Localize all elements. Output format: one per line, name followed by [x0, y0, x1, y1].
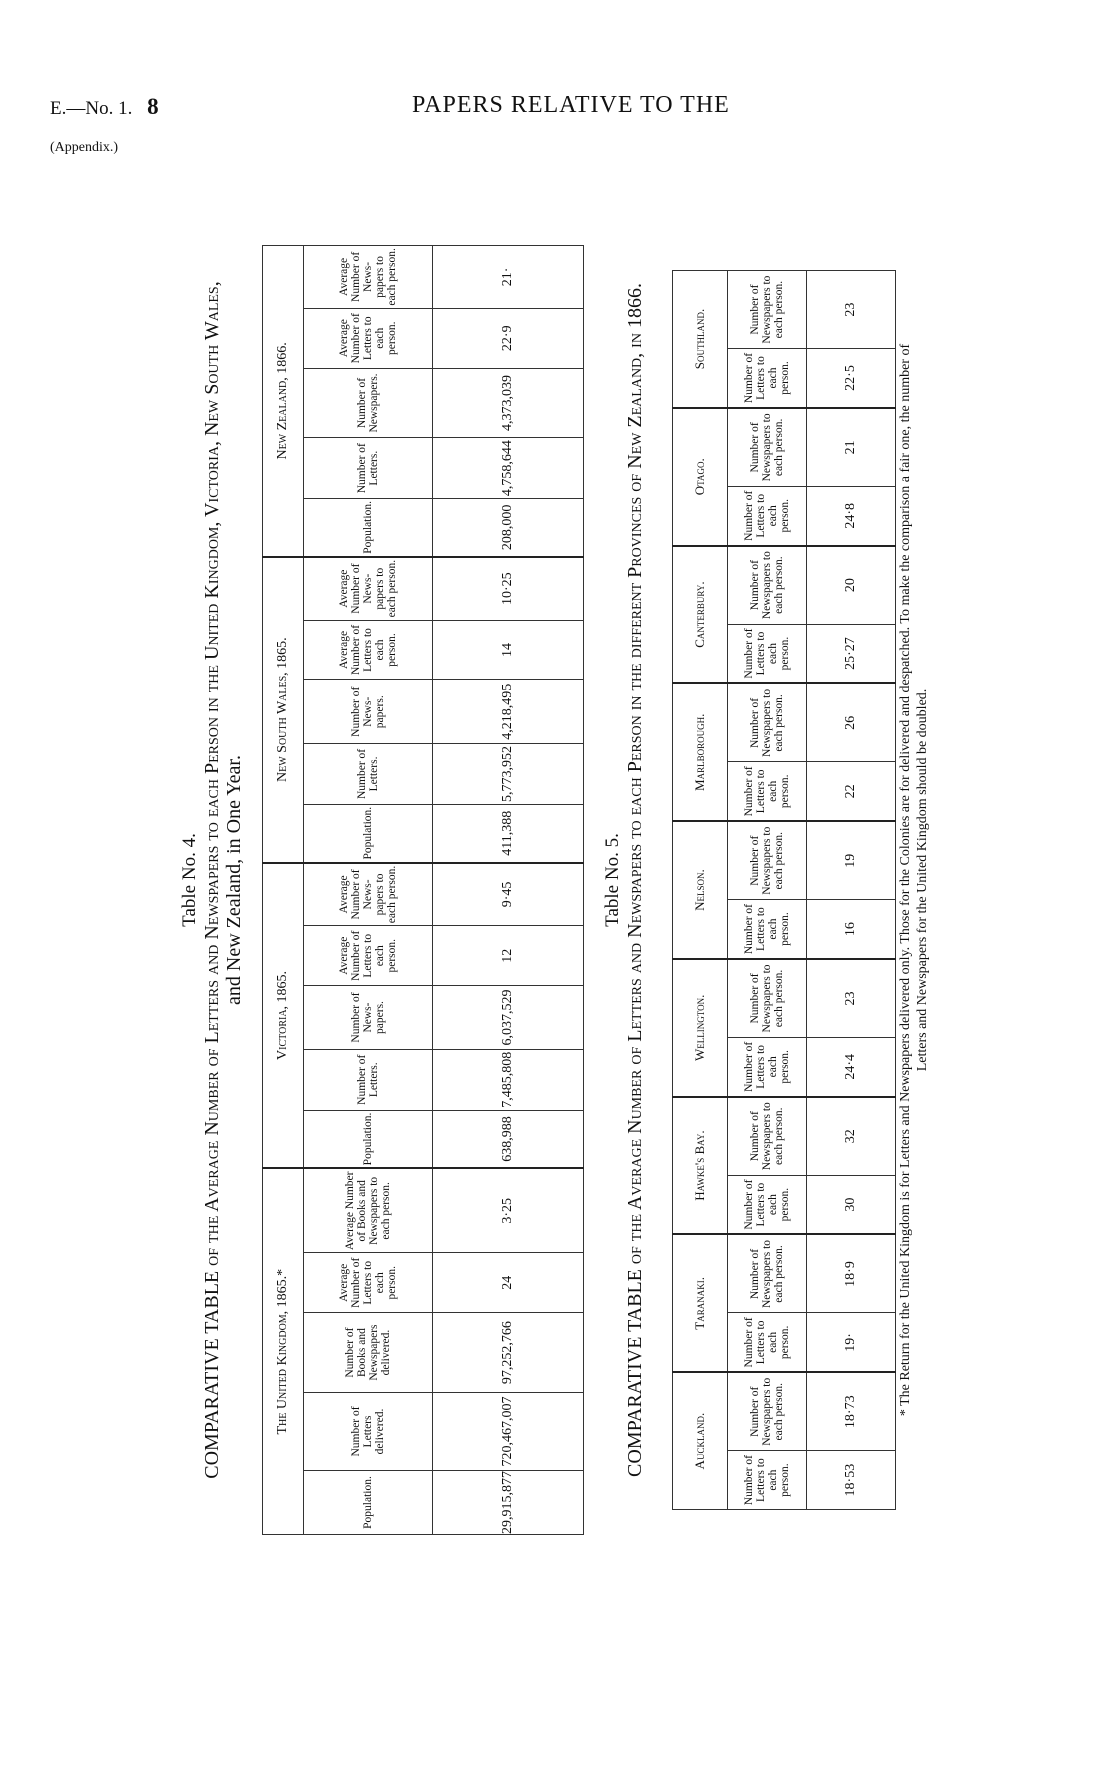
table5-cell: 16	[807, 900, 896, 959]
table5-column-header: Number of Newspapers to each person.	[728, 271, 807, 349]
table5-province-header: Otago.	[673, 408, 728, 546]
footnote-line: Letters and Newspapers for the United Kingdom should be doubled.	[914, 688, 930, 1072]
table5-cell: 30	[807, 1175, 896, 1234]
page-number: 8	[147, 94, 159, 119]
table5-title: COMPARATIVE TABLE of the Average Number of Letters and Newspapers to each Person in the different Provinces of New Zealand, in 1866.	[623, 283, 646, 1477]
table5-column-header: Number of Letters to each person.	[728, 1037, 807, 1096]
table5-cell: 23	[807, 271, 896, 349]
table4-column-header: Number of Letters delivered.	[304, 1392, 433, 1470]
table4-column-header: Number of Letters.	[304, 744, 433, 805]
footnote	[898, 140, 932, 1620]
table4-column-header: Average Number of Letters to each person.	[304, 620, 433, 680]
table5-column-header: Number of Newspapers to each person.	[728, 1372, 807, 1451]
table5-province-header: Taranaki.	[673, 1234, 728, 1372]
table4-cell: 29,915,877	[433, 1471, 584, 1535]
table5-cell: 18·73	[807, 1372, 896, 1451]
table5-cell: 26	[807, 683, 896, 762]
table4-cell: 24	[433, 1253, 584, 1313]
table4-column-header: Population.	[304, 499, 433, 557]
table4-cell: 9·45	[433, 863, 584, 926]
table4-title-cont: and New Zealand, in One Year.	[222, 755, 245, 1005]
table4-column-header: Average Number of Letters to each person.	[304, 308, 433, 368]
page-title: PAPERS RELATIVE TO THE	[412, 92, 730, 118]
table4-column-header: Average Number of Books and Newspapers to each person.	[304, 1168, 433, 1253]
table5-column-header: Number of Letters to each person.	[728, 1313, 807, 1372]
table4-cell: 4,373,039	[433, 368, 584, 438]
table4-column-header: Average Number of Letters to each person.	[304, 926, 433, 986]
table5-column-header: Number of Letters to each person.	[728, 624, 807, 683]
table5-province-header: Hawke's Bay.	[673, 1097, 728, 1235]
table5-cell: 18·9	[807, 1234, 896, 1313]
table5-cell: 32	[807, 1097, 896, 1176]
table4-cell: 3·25	[433, 1168, 584, 1253]
rotated-content	[180, 140, 960, 1620]
table4-cell: 14	[433, 620, 584, 680]
table5-caption	[602, 140, 647, 1620]
table5-column-header: Number of Letters to each person.	[728, 900, 807, 959]
table4-cell: 21·	[433, 246, 584, 309]
table5-province-header: Canterbury.	[673, 546, 728, 684]
table5-cell: 25·27	[807, 624, 896, 683]
table5-cell: 21	[807, 408, 896, 487]
table4-group-header: New Zealand, 1866.	[263, 246, 304, 557]
table4-column-header: Population.	[304, 804, 433, 862]
table5-column-header: Number of Newspapers to each person.	[728, 1234, 807, 1313]
table5-column-header: Number of Newspapers to each person.	[728, 683, 807, 762]
table4-column-header: Average Number of News-papers to each person.	[304, 863, 433, 926]
table4-cell: 720,467,007	[433, 1392, 584, 1470]
table4-cell: 12	[433, 926, 584, 986]
table5-column-header: Number of Newspapers to each person.	[728, 546, 807, 625]
table4-caption	[179, 140, 245, 1620]
table4-cell: 4,218,495	[433, 680, 584, 744]
table4-column-header: Number of News-papers.	[304, 986, 433, 1050]
table4-column-header: Average Number of News-papers to each person.	[304, 557, 433, 620]
table5-column-header: Number of Newspapers to each person.	[728, 408, 807, 487]
table5-column-header: Number of Letters to each person.	[728, 1175, 807, 1234]
table4-column-header: Number of Letters.	[304, 1049, 433, 1110]
table5-cell: 19	[807, 821, 896, 900]
table5-cell: 22·5	[807, 349, 896, 408]
table4-cell: 5,773,952	[433, 744, 584, 805]
table4-number: Table No. 4.	[179, 833, 200, 927]
table5-column-header: Number of Letters to each person.	[728, 349, 807, 408]
appendix-label: (Appendix.)	[50, 140, 119, 155]
table5-column-header: Number of Newspapers to each person.	[728, 1097, 807, 1176]
table4-group-header: The United Kingdom, 1865.*	[263, 1168, 304, 1534]
table5-province-header: Southland.	[673, 271, 728, 408]
table4-group-header: Victoria, 1865.	[263, 863, 304, 1169]
table4-cell: 10·25	[433, 557, 584, 620]
table4-cell: 411,388	[433, 804, 584, 862]
table5-column-header: Number of Letters to each person.	[728, 486, 807, 545]
table4-column-header: Number of Books and Newspapers delivered.	[304, 1313, 433, 1393]
footnote-line: * The Return for the United Kingdom is for Letters and Newspapers delivered only. Those for the Colonies are for delivered and despatched. To make the comparison a fair one, the number of	[898, 343, 913, 1417]
table4-cell: 4,758,644	[433, 438, 584, 499]
table4-column-header: Average Number of News-papers to each person.	[304, 246, 433, 309]
table4-cell: 97,252,766	[433, 1313, 584, 1393]
table4-cell: 22·9	[433, 308, 584, 368]
table5-number: Table No. 5.	[602, 833, 623, 927]
table4-group-header: New South Wales, 1865.	[263, 557, 304, 863]
table4-cell: 638,988	[433, 1110, 584, 1168]
table4-column-header: Number of Letters.	[304, 438, 433, 499]
table5-province-header: Marlborough.	[673, 683, 728, 821]
table5-province-header: Wellington.	[673, 959, 728, 1097]
table4-column-header: Number of News-papers.	[304, 680, 433, 744]
table5-cell: 24·4	[807, 1037, 896, 1096]
table4-cell: 6,037,529	[433, 986, 584, 1050]
table5-column-header: Number of Letters to each person.	[728, 762, 807, 821]
table5-cell: 23	[807, 959, 896, 1038]
table5-cell: 19·	[807, 1313, 896, 1372]
table4-cell: 7,485,808	[433, 1049, 584, 1110]
table5-column-header: Number of Letters to each person.	[728, 1451, 807, 1510]
table5	[672, 270, 896, 1510]
table4	[262, 245, 584, 1535]
table5-column-header: Number of Newspapers to each person.	[728, 959, 807, 1038]
table5-cell: 20	[807, 546, 896, 625]
table5-province-header: Nelson.	[673, 821, 728, 959]
table4-column-header: Population.	[304, 1471, 433, 1535]
table5-cell: 24·8	[807, 486, 896, 545]
table4-column-header: Number of Newspapers.	[304, 368, 433, 438]
page-reference	[50, 94, 159, 120]
document-ref: E.—No. 1.	[50, 98, 133, 119]
table4-cell: 208,000	[433, 499, 584, 557]
table5-cell: 22	[807, 762, 896, 821]
table4-column-header: Average Number of Letters to each person.	[304, 1253, 433, 1313]
table5-column-header: Number of Newspapers to each person.	[728, 821, 807, 900]
table4-title: COMPARATIVE TABLE of the Average Number of Letters and Newspapers to each Person in the United Kingdom, Victoria, New South Wales,	[200, 281, 223, 1479]
table5-cell: 18·53	[807, 1451, 896, 1510]
table4-column-header: Population.	[304, 1110, 433, 1168]
table5-province-header: Auckland.	[673, 1372, 728, 1509]
